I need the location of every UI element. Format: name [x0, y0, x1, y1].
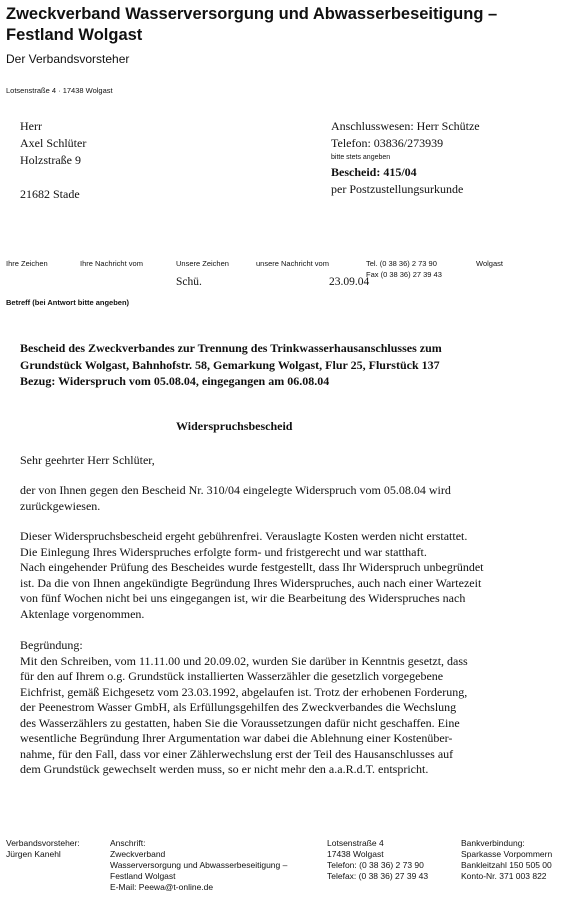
organization-name-line2: Festland Wolgast: [6, 26, 143, 44]
paragraph-line: der Peenestrom Wasser GmbH, als Erfüllungsgehilfen des Zweckverbandes die Wechslung: [20, 700, 457, 714]
paragraph-reasoning: [20, 638, 468, 778]
ref-city: Wolgast: [476, 259, 503, 268]
subject-block: [20, 340, 442, 390]
greeting: [20, 453, 155, 469]
footer-line: Lotsenstraße 4: [327, 838, 384, 848]
paragraph-line: dem Grundstück gewechselt werden muss, so er nicht mehr den a.a.R.d.T. entspricht.: [20, 762, 429, 776]
paragraph-line: Dieser Widerspruchsbescheid ergeht gebührenfrei. Verauslagte Kosten werden nicht erstattet.: [20, 529, 468, 543]
subject-line: Bescheid des Zweckverbandes zur Trennung des Trinkwasserhausanschlusses zum: [20, 341, 442, 355]
footer-line: Telefon: (0 38 36) 2 73 90: [327, 860, 424, 870]
ref-unsere-zeichen-label: Unsere Zeichen: [176, 259, 229, 268]
sender-return-address: Lotsenstraße 4 · 17438 Wolgast: [6, 86, 113, 95]
paragraph-line: nahme, für den Fall, dass vor einer Zählerwechslung erst der Teil des Hausanschlusses auf: [20, 746, 454, 761]
ref-unsere-nachricht-label: unsere Nachricht vom: [256, 259, 329, 268]
footer-line: Zweckverband: [110, 849, 166, 859]
footer-line: Telefax: (0 38 36) 27 39 43: [327, 871, 429, 881]
footer-line: Anschrift:: [110, 838, 146, 848]
recipient-city: 21682 Stade: [20, 187, 80, 201]
contact-phone: Telefon: 03836/273939: [331, 136, 444, 150]
footer-line: 17438 Wolgast: [327, 849, 384, 859]
ref-unsere-zeichen-value: Schü.: [176, 276, 202, 288]
subject-line: Grundstück Wolgast, Bahnhofstr. 58, Gemarkung Wolgast, Flur 25, Flurstück 137: [20, 357, 440, 372]
paragraph-decision: [20, 483, 451, 514]
footer-line: Bankverbindung:: [461, 838, 525, 848]
footer-email: E-Mail: Peewa@t-online.de: [110, 882, 214, 892]
ref-ihre-zeichen-label: Ihre Zeichen: [6, 259, 48, 268]
paragraph-line: der von Ihnen gegen den Bescheid Nr. 310/04 eingelegte Widerspruch vom 05.08.04 wird: [20, 483, 451, 497]
bescheid-number: Bescheid: 415/04: [331, 165, 417, 179]
footer-director: [6, 838, 80, 860]
footer-line: Konto-Nr. 371 003 822: [461, 871, 547, 881]
ref-date-value: 23.09.04: [329, 276, 370, 288]
footer-address: [110, 838, 287, 893]
paragraph-line: zurückgewiesen.: [20, 498, 101, 513]
greeting-text: Sehr geehrter Herr Schlüter,: [20, 453, 155, 467]
footer-line: Jürgen Kanehl: [6, 849, 61, 859]
organization-name: [6, 4, 497, 46]
paragraph-line: ist. Da die von Ihnen angekündigte Begründung Ihres Widerspruches, auch nach einer Wartezeit: [20, 575, 482, 590]
paragraph-line: Nach eingehender Prüfung des Bescheides wurde festgestellt, dass Ihr Widerspruch unbegründet: [20, 560, 484, 574]
document-title: Widerspruchsbescheid: [176, 419, 293, 433]
recipient-street: Holzstraße 9: [20, 153, 81, 167]
paragraph-line: Eichfrist, gemäß Eichgesetz vom 23.03.1992, abgelaufen ist. Trotz der erhobenen Forderung,: [20, 684, 468, 699]
paragraph-line: des Wasserzählers zu gestatten, haben Sie die Voraussetzungen dafür nicht geschaffen. Eine: [20, 715, 460, 730]
footer-line: Wasserversorgung und Abwasserbeseitigung –: [110, 860, 288, 870]
paragraph-line: wesentliche Begründung Ihrer Argumentation war dabei die Ablehnung einer Kostenüber-: [20, 731, 453, 745]
footer-contact: [327, 838, 428, 882]
ref-ihre-nachricht-label: Ihre Nachricht vom: [80, 259, 143, 268]
sender-role: Der Verbandsvorsteher: [6, 52, 130, 66]
paragraph-line: für den auf Ihrem o.g. Grundstück installierten Wasserzähler die gesetzlich vorgegebene: [20, 669, 444, 683]
paragraph-line: von fünf Wochen nicht bei uns eingegangen ist, wir die Bearbeitung des Widerspruches nach: [20, 591, 466, 605]
footer-line: Verbandsvorsteher:: [6, 838, 80, 848]
footer-line: Bankleitzahl 150 505 00: [461, 860, 552, 870]
ref-telephone: Tel. (0 38 36) 2 73 90: [366, 259, 437, 268]
organization-name-line1: Zweckverband Wasserversorgung und Abwasserbeseitigung –: [6, 5, 498, 23]
recipient-salutation: Herr: [20, 119, 42, 133]
contact-department: Anschlusswesen: Herr Schütze: [331, 119, 480, 133]
paragraph-line: Aktenlage vorgenommen.: [20, 606, 145, 621]
footer-line: Festland Wolgast: [110, 871, 176, 881]
delivery-method: per Postzustellungsurkunde: [331, 182, 464, 196]
betreff-label: Betreff (bei Antwort bitte angeben): [6, 298, 130, 307]
contact-note: bitte stets angeben: [331, 154, 391, 161]
footer-bank: [461, 838, 552, 882]
paragraph-line: Begründung:: [20, 638, 83, 652]
ref-fax: Fax (0 38 36) 27 39 43: [366, 270, 442, 279]
paragraph-review: [20, 529, 484, 622]
paragraph-line: Die Einlegung Ihres Widerspruches erfolgte form- und fristgerecht und war statthaft.: [20, 544, 427, 559]
recipient-name: Axel Schlüter: [20, 136, 87, 150]
recipient-address: [20, 118, 86, 203]
paragraph-line: Mit den Schreiben, vom 11.11.00 und 20.09.02, wurden Sie darüber in Kenntnis gesetzt, dass: [20, 653, 468, 668]
subject-line: Bezug: Widerspruch vom 05.08.04, eingegangen am 06.08.04: [20, 374, 330, 388]
contact-block: [331, 118, 480, 198]
footer-line: Sparkasse Vorpommern: [461, 849, 553, 859]
